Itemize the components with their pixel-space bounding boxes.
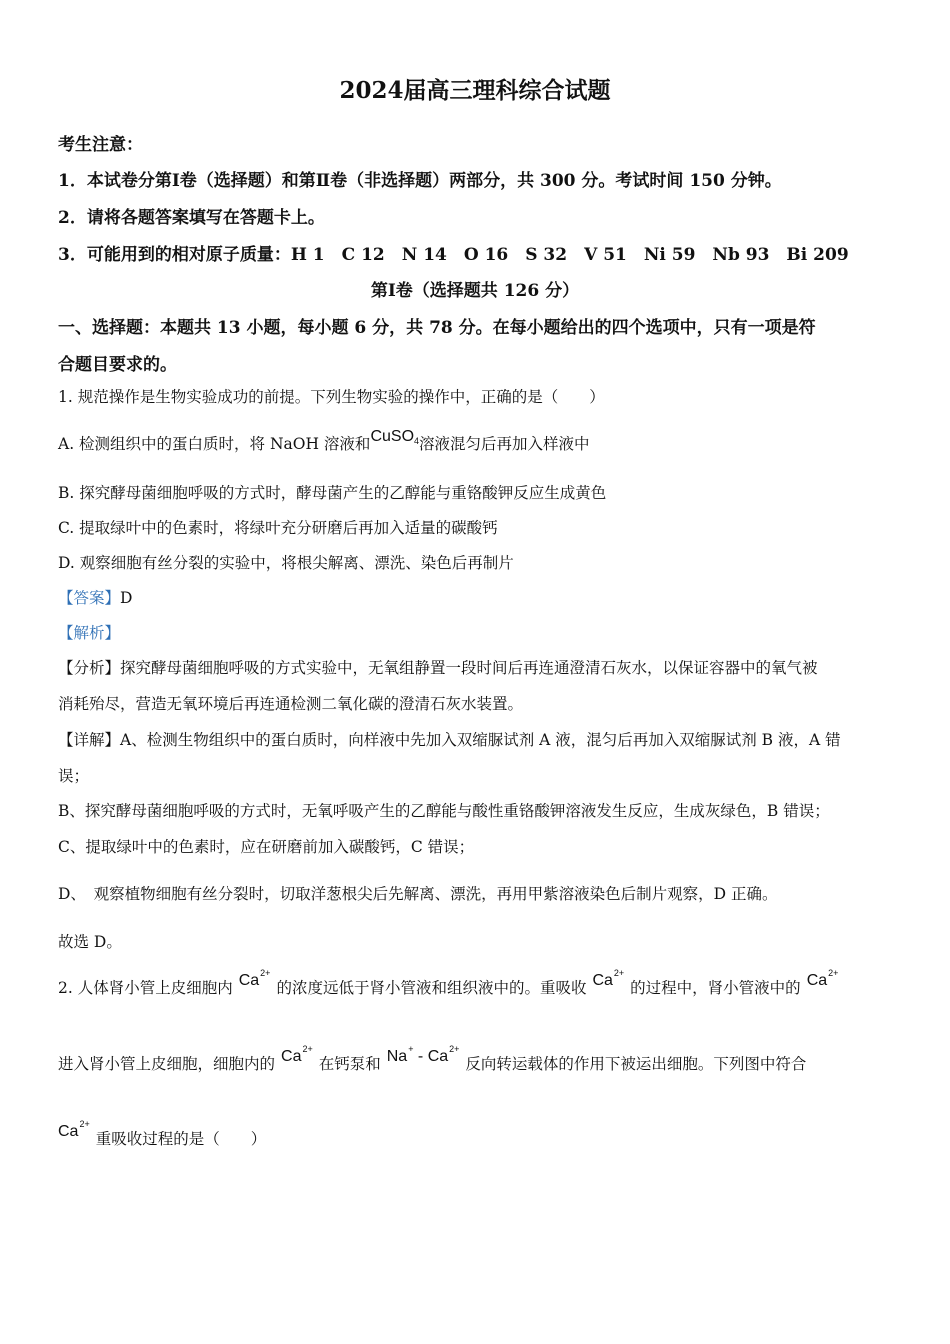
analysis-line-2: 消耗殆尽，营造无氧环境后再连通检测二氧化碳的澄清石灰水装置。 [58, 695, 524, 713]
cuso4-formula [370, 428, 419, 445]
q2-line-1-part-b: 的浓度远低于肾小管液和组织液中的。重吸收 [276, 979, 587, 997]
ca-ion: $Ca^{2+}$ [806, 968, 839, 989]
q2-line-3-text: 重吸收过程的是（ ） [95, 1130, 267, 1148]
notice-item-1: 1．本试卷分第Ⅰ卷（选择题）和第Ⅱ卷（非选择题）两部分，共 300 分。考试时间 150 分钟。 [58, 171, 782, 191]
part-heading-line-1: 一、选择题：本题共 13 小题，每小题 6 分，共 78 分。在每小题给出的四个选项中，只有一项是符 [58, 318, 816, 338]
q2-line-2-part-b: 在钙泵和 [318, 1055, 381, 1073]
notice-item-2: 2．请将各题答案填写在答题卡上。 [58, 208, 325, 228]
conclusion: 故选 D。 [58, 933, 122, 951]
q2-line-1-part-c: 的过程中，肾小管液中的 [630, 979, 801, 997]
q1-option-a [58, 428, 590, 454]
q1-option-a-text-pre: A. 检测组织中的蛋白质时，将 NaOH 溶液和 [58, 435, 371, 453]
detail-line-3: B、探究酵母菌细胞呼吸的方式时，无氧呼吸产生的乙醇能与酸性重铬酸钾溶液发生反应，生成灰绿色，B 错误； [58, 802, 830, 820]
na-ca-antiporter: $Na^+ - Ca^{2+}$ [386, 1044, 460, 1065]
q2-line-1-part-a: 2. 人体肾小管上皮细胞内 [58, 979, 233, 997]
analysis-line-1: 【分析】探究酵母菌细胞呼吸的方式实验中，无氧组静置一段时间后再连通澄清石灰水，以保证容器中的氧气被 [58, 659, 818, 677]
detail-line-4: C、提取绿叶中的色素时，应在研磨前加入碳酸钙，C 错误； [58, 838, 475, 856]
cuso4-symbol: CuSO [370, 428, 415, 445]
q2-line-3 [58, 1119, 267, 1149]
answer-label: 【答案】 [58, 589, 121, 607]
q2-line-1 [58, 968, 839, 998]
analysis-label: 【解析】 [58, 624, 121, 642]
q2-line-2 [58, 1044, 807, 1074]
q1-option-b: B. 探究酵母菌细胞呼吸的方式时，酵母菌产生的乙醇能与重铬酸钾反应生成黄色 [58, 484, 607, 502]
notice-item-3: 3．可能用到的相对原子质量：H 1 C 12 N 14 O 16 S 32 V 51 Ni 59 Nb 93 Bi 209 [58, 245, 849, 265]
detail-line-2: 误； [58, 767, 90, 785]
q1-option-c: C. 提取绿叶中的色素时，将绿叶充分研磨后再加入适量的碳酸钙 [58, 519, 498, 537]
q1-option-a-text-post: 溶液混匀后再加入样液中 [419, 435, 590, 453]
q1-stem: 1. 规范操作是生物实验成功的前提。下列生物实验的操作中，正确的是（ ） [58, 388, 605, 406]
q2-line-2-part-a: 进入肾小管上皮细胞，细胞内的 [58, 1055, 276, 1073]
ca-ion: $Ca^{2+}$ [238, 968, 271, 989]
q1-answer [58, 586, 132, 608]
detail-line-1: 【详解】A、检测生物组织中的蛋白质时，向样液中先加入双缩脲试剂 A 液，混匀后再加入双缩脲试剂 B 液，A 错 [58, 731, 841, 749]
answer-value: D [120, 589, 133, 607]
ca-ion: $Ca^{2+}$ [281, 1044, 313, 1065]
part-heading-line-2: 合题目要求的。 [58, 355, 177, 375]
exam-title: 2024届高三理科综合试题 [339, 77, 611, 104]
q1-option-d: D. 观察细胞有丝分裂的实验中，将根尖解离、漂洗、染色后再制片 [58, 554, 514, 572]
ca-ion: $Ca^{2+}$ [58, 1119, 90, 1140]
notice-heading: 考生注意： [58, 135, 143, 155]
cuso4-subscript: 4 [414, 436, 420, 446]
detail-line-5: D、 观察植物细胞有丝分裂时，切取洋葱根尖后先解离、漂洗，再用甲紫溶液染色后制片观察，D 正确。 [58, 885, 778, 903]
section-title: 第Ⅰ卷（选择题共 126 分） [370, 281, 580, 301]
q2-line-2-part-c: 反向转运载体的作用下被运出细胞。下列图中符合 [465, 1055, 807, 1073]
ca-ion: $Ca^{2+}$ [592, 968, 625, 989]
